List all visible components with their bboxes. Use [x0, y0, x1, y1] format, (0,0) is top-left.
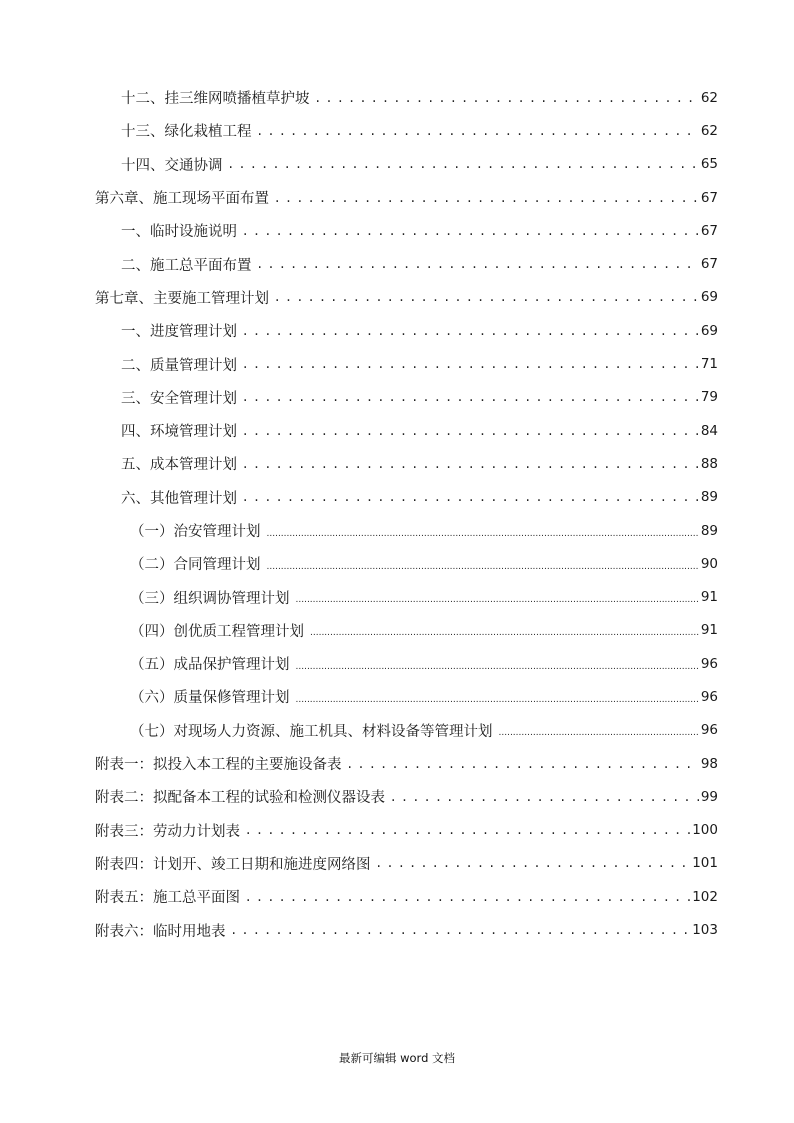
toc-entry-page-number: 69 [700, 322, 718, 339]
toc-entry[interactable] [0, 614, 718, 647]
toc-entry[interactable] [0, 148, 718, 181]
toc-dot-leader [267, 555, 699, 573]
toc-entry[interactable] [0, 247, 718, 280]
toc-entry[interactable] [0, 181, 718, 214]
toc-entry-page-number: 67 [700, 222, 718, 239]
toc-entry[interactable] [0, 481, 718, 514]
toc-entry-page-number: 65 [700, 156, 718, 173]
toc-dot-leader [296, 588, 699, 606]
toc-entry-title: 附表五：施工总平面图 [95, 890, 240, 907]
toc-dot-leader [243, 422, 699, 440]
toc-entry-title: 附表三：劳动力计划表 [95, 823, 240, 840]
toc-entry[interactable] [0, 281, 718, 314]
toc-entry-title: 附表二：拟配备本工程的试验和检测仪器设表 [95, 790, 385, 807]
toc-entry[interactable] [0, 714, 718, 747]
toc-entry-page-number: 69 [700, 289, 718, 306]
toc-entry-page-number: 71 [700, 356, 718, 373]
toc-entry[interactable] [0, 547, 718, 580]
toc-entry-title: 第七章、主要施工管理计划 [95, 290, 269, 307]
toc-entry-title: 三、安全管理计划 [121, 390, 237, 407]
toc-entry[interactable] [0, 314, 718, 347]
toc-dot-leader [258, 255, 699, 273]
toc-entry-page-number: 100 [692, 822, 718, 839]
toc-entry[interactable] [0, 114, 718, 147]
toc-entry[interactable] [0, 913, 718, 946]
toc-dot-leader [296, 655, 699, 673]
toc-entry-title: （七）对现场人力资源、施工机具、材料设备等管理计划 [130, 723, 493, 740]
toc-entry-title: 二、质量管理计划 [121, 357, 237, 374]
toc-dot-leader [243, 222, 699, 240]
toc-entry-title: （四）创优质工程管理计划 [130, 623, 304, 640]
toc-dot-leader [243, 488, 699, 506]
toc-entry-page-number: 91 [700, 622, 718, 639]
toc-entry[interactable] [0, 381, 718, 414]
toc-entry-title: （五）成品保护管理计划 [130, 657, 290, 674]
toc-entry[interactable] [0, 580, 718, 613]
toc-dot-leader [391, 788, 699, 806]
toc-entry-title: 十二、挂三维网喷播植草护坡 [121, 91, 310, 108]
toc-entry[interactable] [0, 680, 718, 713]
toc-entry[interactable] [0, 780, 718, 813]
toc-dot-leader [499, 721, 699, 739]
toc-entry[interactable] [0, 814, 718, 847]
toc-entry-title: 第六章、施工现场平面布置 [95, 191, 269, 208]
toc-entry-title: 一、临时设施说明 [121, 224, 237, 241]
toc-dot-leader [243, 322, 699, 340]
toc-entry-title: 附表四：计划开、竣工日期和施进度网络图 [95, 856, 371, 873]
toc-entry-page-number: 84 [700, 422, 718, 439]
toc-entry-title: 十四、交通协调 [121, 157, 223, 174]
page-footer: 最新可编辑 word 文档 [338, 1051, 456, 1065]
toc-entry-title: 六、其他管理计划 [121, 490, 237, 507]
toc-entry-page-number: 96 [700, 722, 718, 739]
toc-entry[interactable] [0, 447, 718, 480]
toc-entry[interactable] [0, 647, 718, 680]
toc-dot-leader [377, 854, 691, 872]
toc-dot-leader [310, 621, 699, 639]
toc-entry-page-number: 103 [692, 922, 718, 939]
toc-entry[interactable] [0, 880, 718, 913]
toc-entry-page-number: 88 [700, 455, 718, 472]
toc-entry-title: （二）合同管理计划 [130, 557, 261, 574]
toc-entry-title: 四、环境管理计划 [121, 424, 237, 441]
toc-entry-page-number: 79 [700, 389, 718, 406]
toc-dot-leader [246, 821, 690, 839]
toc-entry-title: （一）治安管理计划 [130, 524, 261, 540]
toc-entry-page-number: 90 [700, 555, 718, 572]
toc-entry[interactable] [0, 81, 718, 114]
toc-dot-leader [229, 155, 699, 173]
toc-entry-page-number: 99 [700, 788, 718, 805]
toc-dot-leader [316, 89, 699, 107]
toc-dot-leader [275, 288, 699, 306]
toc-entry-title: （六）质量保修管理计划 [130, 690, 290, 707]
toc-dot-leader [348, 755, 699, 773]
toc-entry-page-number: 89 [700, 489, 718, 506]
toc-entry-title: 一、进度管理计划 [121, 324, 237, 341]
table-of-contents [0, 81, 794, 947]
toc-dot-leader [258, 122, 699, 140]
toc-entry-page-number: 67 [700, 256, 718, 273]
toc-entry-page-number: 96 [700, 655, 718, 672]
toc-entry-page-number: 89 [700, 522, 718, 539]
toc-entry-title: 二、施工总平面布置 [121, 257, 252, 274]
toc-dot-leader [243, 388, 699, 406]
toc-entry-title: 附表一：拟投入本工程的主要施设备表 [95, 757, 342, 774]
toc-dot-leader [232, 921, 691, 939]
toc-dot-leader [243, 355, 699, 373]
toc-entry-title: 五、成本管理计划 [121, 457, 237, 474]
toc-entry-page-number: 98 [700, 755, 718, 772]
toc-entry-title: 十三、绿化栽植工程 [121, 124, 252, 141]
toc-entry-title: 附表六：临时用地表 [95, 923, 226, 940]
toc-entry[interactable] [0, 514, 718, 547]
toc-entry-page-number: 62 [700, 122, 718, 139]
toc-entry[interactable] [0, 414, 718, 447]
toc-entry-title: （三）组织调协管理计划 [130, 590, 290, 607]
toc-entry-page-number: 67 [700, 189, 718, 206]
toc-entry-page-number: 96 [700, 688, 718, 705]
toc-entry-page-number: 62 [700, 89, 718, 106]
toc-entry[interactable] [0, 347, 718, 380]
toc-dot-leader [246, 888, 690, 906]
toc-entry[interactable] [0, 847, 718, 880]
toc-entry[interactable] [0, 747, 718, 780]
toc-entry-page-number: 102 [692, 888, 718, 905]
toc-entry-page-number: 91 [700, 589, 718, 606]
toc-dot-leader [296, 688, 699, 706]
toc-dot-leader [267, 522, 699, 540]
toc-dot-leader [243, 455, 699, 473]
toc-dot-leader [275, 189, 699, 207]
toc-entry-page-number: 101 [692, 855, 718, 872]
toc-entry[interactable] [0, 214, 718, 247]
